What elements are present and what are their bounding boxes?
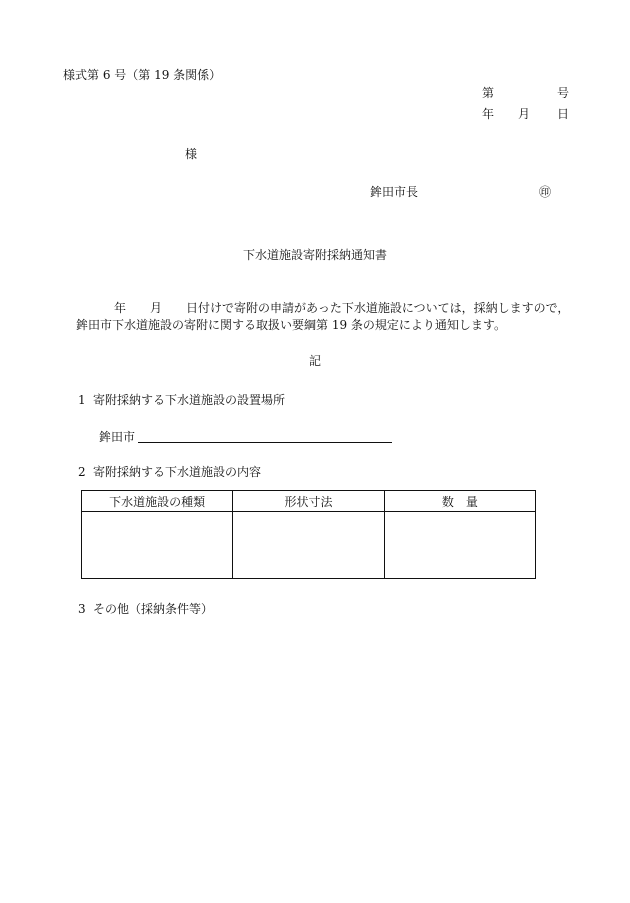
header-facility-type: 下水道施設の種類 bbox=[82, 491, 233, 512]
body-month-label: 月 bbox=[150, 301, 163, 315]
recipient-honorific: 様 bbox=[185, 147, 198, 161]
header-shape-dimensions: 形状寸法 bbox=[233, 491, 384, 512]
ki-heading: 記 bbox=[308, 354, 321, 368]
header-quantity: 数 量 bbox=[384, 491, 535, 512]
item-2-label: 寄附採納する下水道施設の内容 bbox=[93, 465, 262, 479]
body-year-label: 年 bbox=[114, 301, 127, 315]
location-underline bbox=[138, 442, 392, 443]
seal-mark: ㊞ bbox=[539, 185, 552, 199]
ref-number-prefix: 第 bbox=[482, 86, 495, 100]
body-paragraph bbox=[76, 300, 576, 334]
table-row bbox=[82, 512, 536, 579]
body-line-1 bbox=[76, 300, 576, 317]
sender-name: 鉾田市長 bbox=[370, 185, 419, 199]
date-month-label: 月 bbox=[518, 107, 531, 121]
item-1-number: 1 bbox=[78, 393, 86, 407]
table-header-row bbox=[82, 491, 536, 512]
facility-type-cell bbox=[82, 512, 233, 579]
quantity-cell bbox=[384, 512, 535, 579]
body-line-2: 鉾田市下水道施設の寄附に関する取扱い要綱第 19 条の規定により通知します。 bbox=[76, 318, 506, 332]
body-line-1-text: 日付けで寄附の申請があった下水道施設については，採納しますので， bbox=[186, 301, 570, 315]
item-3-number: 3 bbox=[78, 602, 86, 616]
item-1-label: 寄附採納する下水道施設の設置場所 bbox=[93, 393, 286, 407]
ref-number-suffix: 号 bbox=[557, 86, 570, 100]
form-number: 様式第 6 号（第 19 条関係） bbox=[63, 68, 222, 82]
shape-dimensions-cell bbox=[233, 512, 384, 579]
document-title: 下水道施設寄附採納通知書 bbox=[242, 248, 387, 262]
facility-content-table bbox=[81, 490, 536, 579]
item-3-label: その他（採納条件等） bbox=[93, 602, 214, 616]
item-2-number: 2 bbox=[78, 465, 86, 479]
date-day-label: 日 bbox=[557, 107, 570, 121]
date-year-label: 年 bbox=[482, 107, 495, 121]
location-prefix: 鉾田市 bbox=[99, 430, 136, 444]
